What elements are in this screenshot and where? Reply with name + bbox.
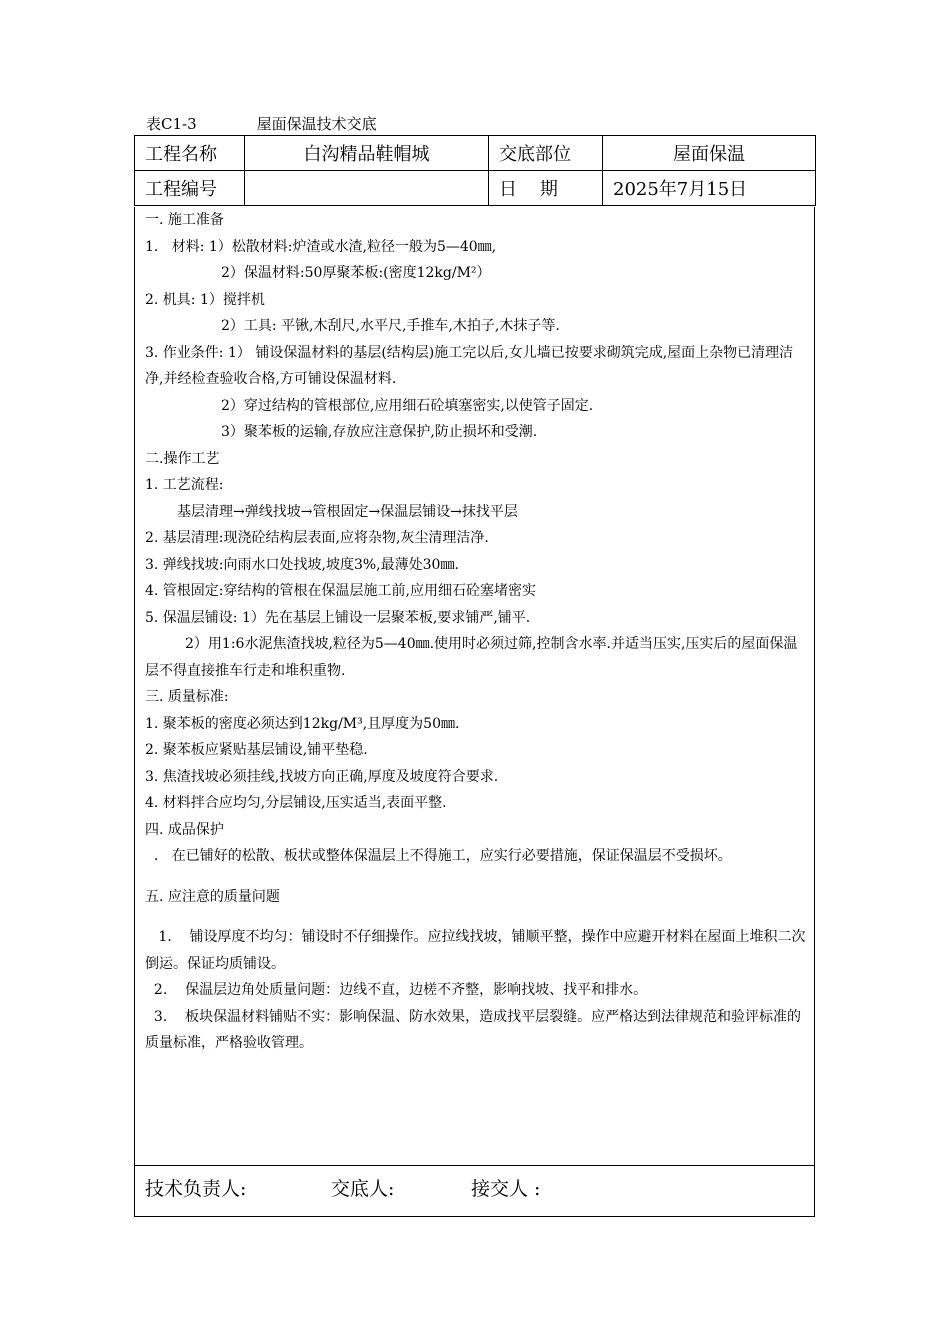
signature-row bbox=[135, 1165, 814, 1217]
section-2-process-flow: 基层清理→弹线找坡→管根固定→保温层铺设→抹找平层 bbox=[177, 503, 518, 520]
disclosure-body bbox=[134, 207, 815, 1217]
section-2-title: 二.操作工艺 bbox=[145, 450, 220, 467]
spacer bbox=[145, 870, 807, 884]
date-value: 2025年7月15日 bbox=[603, 171, 816, 206]
section-1-item-2b: 2）工具: 平锹,木刮尺,水平尺,手推车,木拍子,木抹子等. bbox=[221, 318, 560, 334]
project-no-label: 工程编号 bbox=[135, 171, 245, 206]
location-label: 交底部位 bbox=[489, 136, 603, 171]
section-1-item-1a: 1. 材料: 1）松散材料:炉渣或水渣,粒径一般为5—40㎜, bbox=[145, 238, 497, 255]
section-2-item-1: 1. 工艺流程: bbox=[145, 477, 224, 493]
section-2-item-5b bbox=[145, 631, 807, 684]
section-1-item-1b: 2）保温材料:50厚聚苯板:(密度12kg/M²） bbox=[221, 265, 491, 281]
section-3-item-1: 1. 聚苯板的密度必须达到12kg/M³,且厚度为50㎜. bbox=[145, 715, 460, 732]
section-1-item-2a: 2. 机具: 1）搅拌机 bbox=[145, 291, 265, 308]
section-3-item-3: 3. 焦渣找坡必须挂线,找坡方向正确,厚度及坡度符合要求. bbox=[145, 768, 499, 785]
section-4-title: 四. 成品保护 bbox=[145, 821, 224, 838]
section-5-title: 五. 应注意的质量问题 bbox=[145, 888, 280, 905]
disclosure-content bbox=[145, 207, 807, 1057]
section-3-item-4: 4. 材料拌合应均匀,分层铺设,压实适当,表面平整. bbox=[145, 795, 447, 811]
header-row-1 bbox=[135, 136, 816, 171]
section-2-item-3: 3. 弹线找坡:向雨水口处找坡,坡度3%,最薄处30㎜. bbox=[145, 556, 459, 573]
table-number: 表C1-3 bbox=[146, 115, 197, 133]
section-1-item-3b: 2）穿过结构的管根部位,应用细石砼填塞密实,以使管子固定. bbox=[221, 397, 594, 414]
section-1-title: 一. 施工准备 bbox=[145, 212, 224, 228]
section-2-item-5b-text: 2）用1:6水泥焦渣找坡,粒径为5—40㎜.使用时必须过筛,控制含水率.并适当压实,压实后的屋面保温层不得直接推车行走和堆积重物. bbox=[145, 636, 798, 679]
section-1-item-3a: 3. 作业条件: 1） 铺设保温材料的基层(结构层)施工完以后,女儿墙已按要求砌筑完成,屋面上杂物已清理洁净,并经检查验收合格,方可铺设保温材料. bbox=[145, 344, 794, 387]
section-1-item-3c: 3）聚苯板的运输,存放应注意保护,防止损坏和受潮. bbox=[221, 424, 538, 440]
header-table bbox=[134, 135, 816, 206]
receiver-signature-label: 接交人 : bbox=[471, 1178, 541, 1200]
section-5-item-1: 1. 铺设厚度不均匀：铺设时不仔细操作。应拉线找坡，铺顺平整，操作中应避开材料在屋面上堆积二次倒运。保证均质铺设。 bbox=[145, 929, 806, 972]
document-title: 屋面保温技术交底 bbox=[256, 115, 377, 133]
section-5-item-3: 3. 板块保温材料铺贴不实：影响保温、防水效果，造成找平层裂缝。应严格达到法律规范和验评标准的质量标准，严格验收管理。 bbox=[145, 1008, 802, 1051]
section-5-item-2: 2. 保温层边角处质量问题：边线不直，边槎不齐整，影响找坡、找平和排水。 bbox=[145, 982, 648, 998]
location-value: 屋面保温 bbox=[603, 136, 816, 171]
section-2-item-4: 4. 管根固定:穿结构的管根在保温层施工前,应用细石砼塞堵密实 bbox=[145, 583, 536, 599]
section-2-item-2: 2. 基层清理:现浇砼结构层表面,应将杂物,灰尘清理洁净. bbox=[145, 530, 489, 546]
tech-lead-signature-label: 技术负责人: bbox=[145, 1178, 247, 1200]
project-no-value bbox=[245, 171, 489, 206]
spacer bbox=[145, 910, 807, 924]
table-caption bbox=[146, 113, 377, 134]
section-4-item-1: . 在已铺好的松散、板状或整体保温层上不得施工，应实行必要措施，保证保温层不受损坏。 bbox=[145, 848, 732, 864]
project-name-value: 白沟精品鞋帽城 bbox=[245, 136, 489, 171]
discloser-signature-label: 交底人: bbox=[331, 1178, 395, 1200]
header-row-2 bbox=[135, 171, 816, 206]
section-2-item-5a: 5. 保温层铺设: 1）先在基层上铺设一层聚苯板,要求铺严,铺平. bbox=[145, 609, 531, 626]
section-3-item-2: 2. 聚苯板应紧贴基层铺设,铺平垫稳. bbox=[145, 742, 368, 758]
section-3-title: 三. 质量标准: bbox=[145, 689, 229, 705]
project-name-label: 工程名称 bbox=[135, 136, 245, 171]
date-label: 日 期 bbox=[489, 171, 603, 206]
